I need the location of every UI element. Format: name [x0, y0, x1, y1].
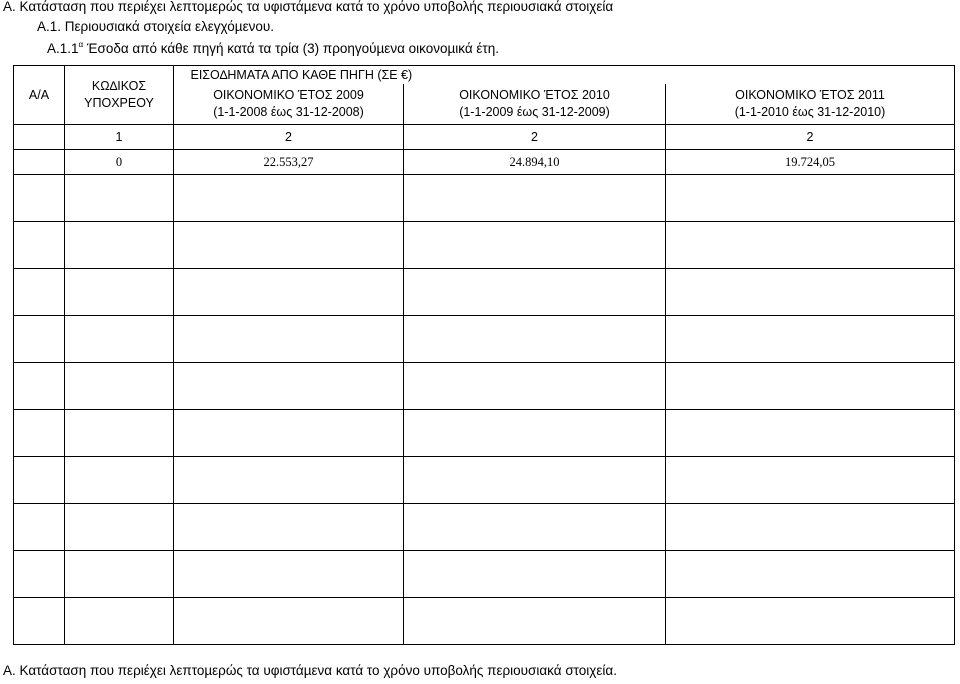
group-header: [190, 66, 955, 85]
income-table: [13, 65, 955, 645]
group-header-label: ΕΙΣΟ∆ΗΜΑΤΑ ΑΠΟ ΚΑΘΕ ΠΗΓΗ (ΣΕ €): [190, 67, 413, 82]
cell-number: 2: [666, 125, 955, 150]
cell-number: 2: [404, 125, 666, 150]
table-row-empty: [14, 175, 955, 222]
col-header-code: [65, 66, 174, 125]
table-row-empty: [14, 598, 955, 645]
cell-number: 2: [174, 125, 404, 150]
table-row-empty: [14, 551, 955, 598]
cell-code: 0: [65, 150, 174, 175]
year-title: ΟΙΚΟΝΟΜΙΚΟ ΈΤΟΣ 2009: [213, 88, 364, 102]
table-row-empty: [14, 410, 955, 457]
table-row-empty: [14, 504, 955, 551]
table-row-empty: [14, 222, 955, 269]
year-range: (1-1-2010 έως 31-12-2010): [734, 105, 886, 119]
col-header-year-2010: [404, 84, 666, 125]
table-row: [14, 150, 955, 175]
heading-number: Α.1.1: [47, 41, 79, 56]
table-row-empty: [14, 269, 955, 316]
cell-number: 1: [65, 125, 174, 150]
footer-note: Α. Κατάσταση που περιέχει λεπτοµερώς τα υφιστάµενα κατά το χρόνο υποβολής περιουσιακά στοιχεία.: [3, 663, 617, 678]
col-header-code-line2: ΥΠΟΧΡΕΟΥ: [84, 96, 154, 110]
year-range: (1-1-2008 έως 31-12-2008): [213, 105, 364, 119]
table-header-row: [14, 66, 955, 85]
table-row-empty: [14, 316, 955, 363]
year-title: ΟΙΚΟΝΟΜΙΚΟ ΈΤΟΣ 2011: [735, 88, 885, 102]
heading-text: Έσοδα από κάθε πηγή κατά τα τρία (3) προηγούµενα οικονοµικά έτη.: [83, 41, 500, 56]
col-header-year-2011: [666, 84, 955, 125]
cell-empty: [14, 125, 65, 150]
col-header-aa: Α/Α: [14, 66, 65, 125]
heading-superscript: α: [78, 40, 84, 49]
cell-empty: [14, 150, 65, 175]
cell-income-2011: 19.724,05: [666, 150, 955, 175]
year-title: ΟΙΚΟΝΟΜΙΚΟ ΈΤΟΣ 2010: [459, 88, 610, 102]
col-header-code-line1: ΚΩ∆ΙΚΟΣ: [91, 79, 147, 93]
sub-subsection-heading: [47, 40, 499, 56]
section-heading: Α. Κατάσταση που περιέχει λεπτοµερώς τα υφιστάµενα κατά το χρόνο υποβολής περιουσιακά στοιχεία: [3, 0, 614, 14]
subsection-heading: Α.1. Περιουσιακά στοιχεία ελεγχόµενου.: [37, 19, 274, 34]
cell-income-2009: 22.553,27: [174, 150, 404, 175]
col-header-year-2009: [174, 84, 404, 125]
table-row-empty: [14, 457, 955, 504]
column-number-row: [14, 125, 955, 150]
year-range: (1-1-2009 έως 31-12-2009): [459, 105, 610, 119]
table-row-empty: [14, 363, 955, 410]
cell-income-2010: 24.894,10: [404, 150, 666, 175]
